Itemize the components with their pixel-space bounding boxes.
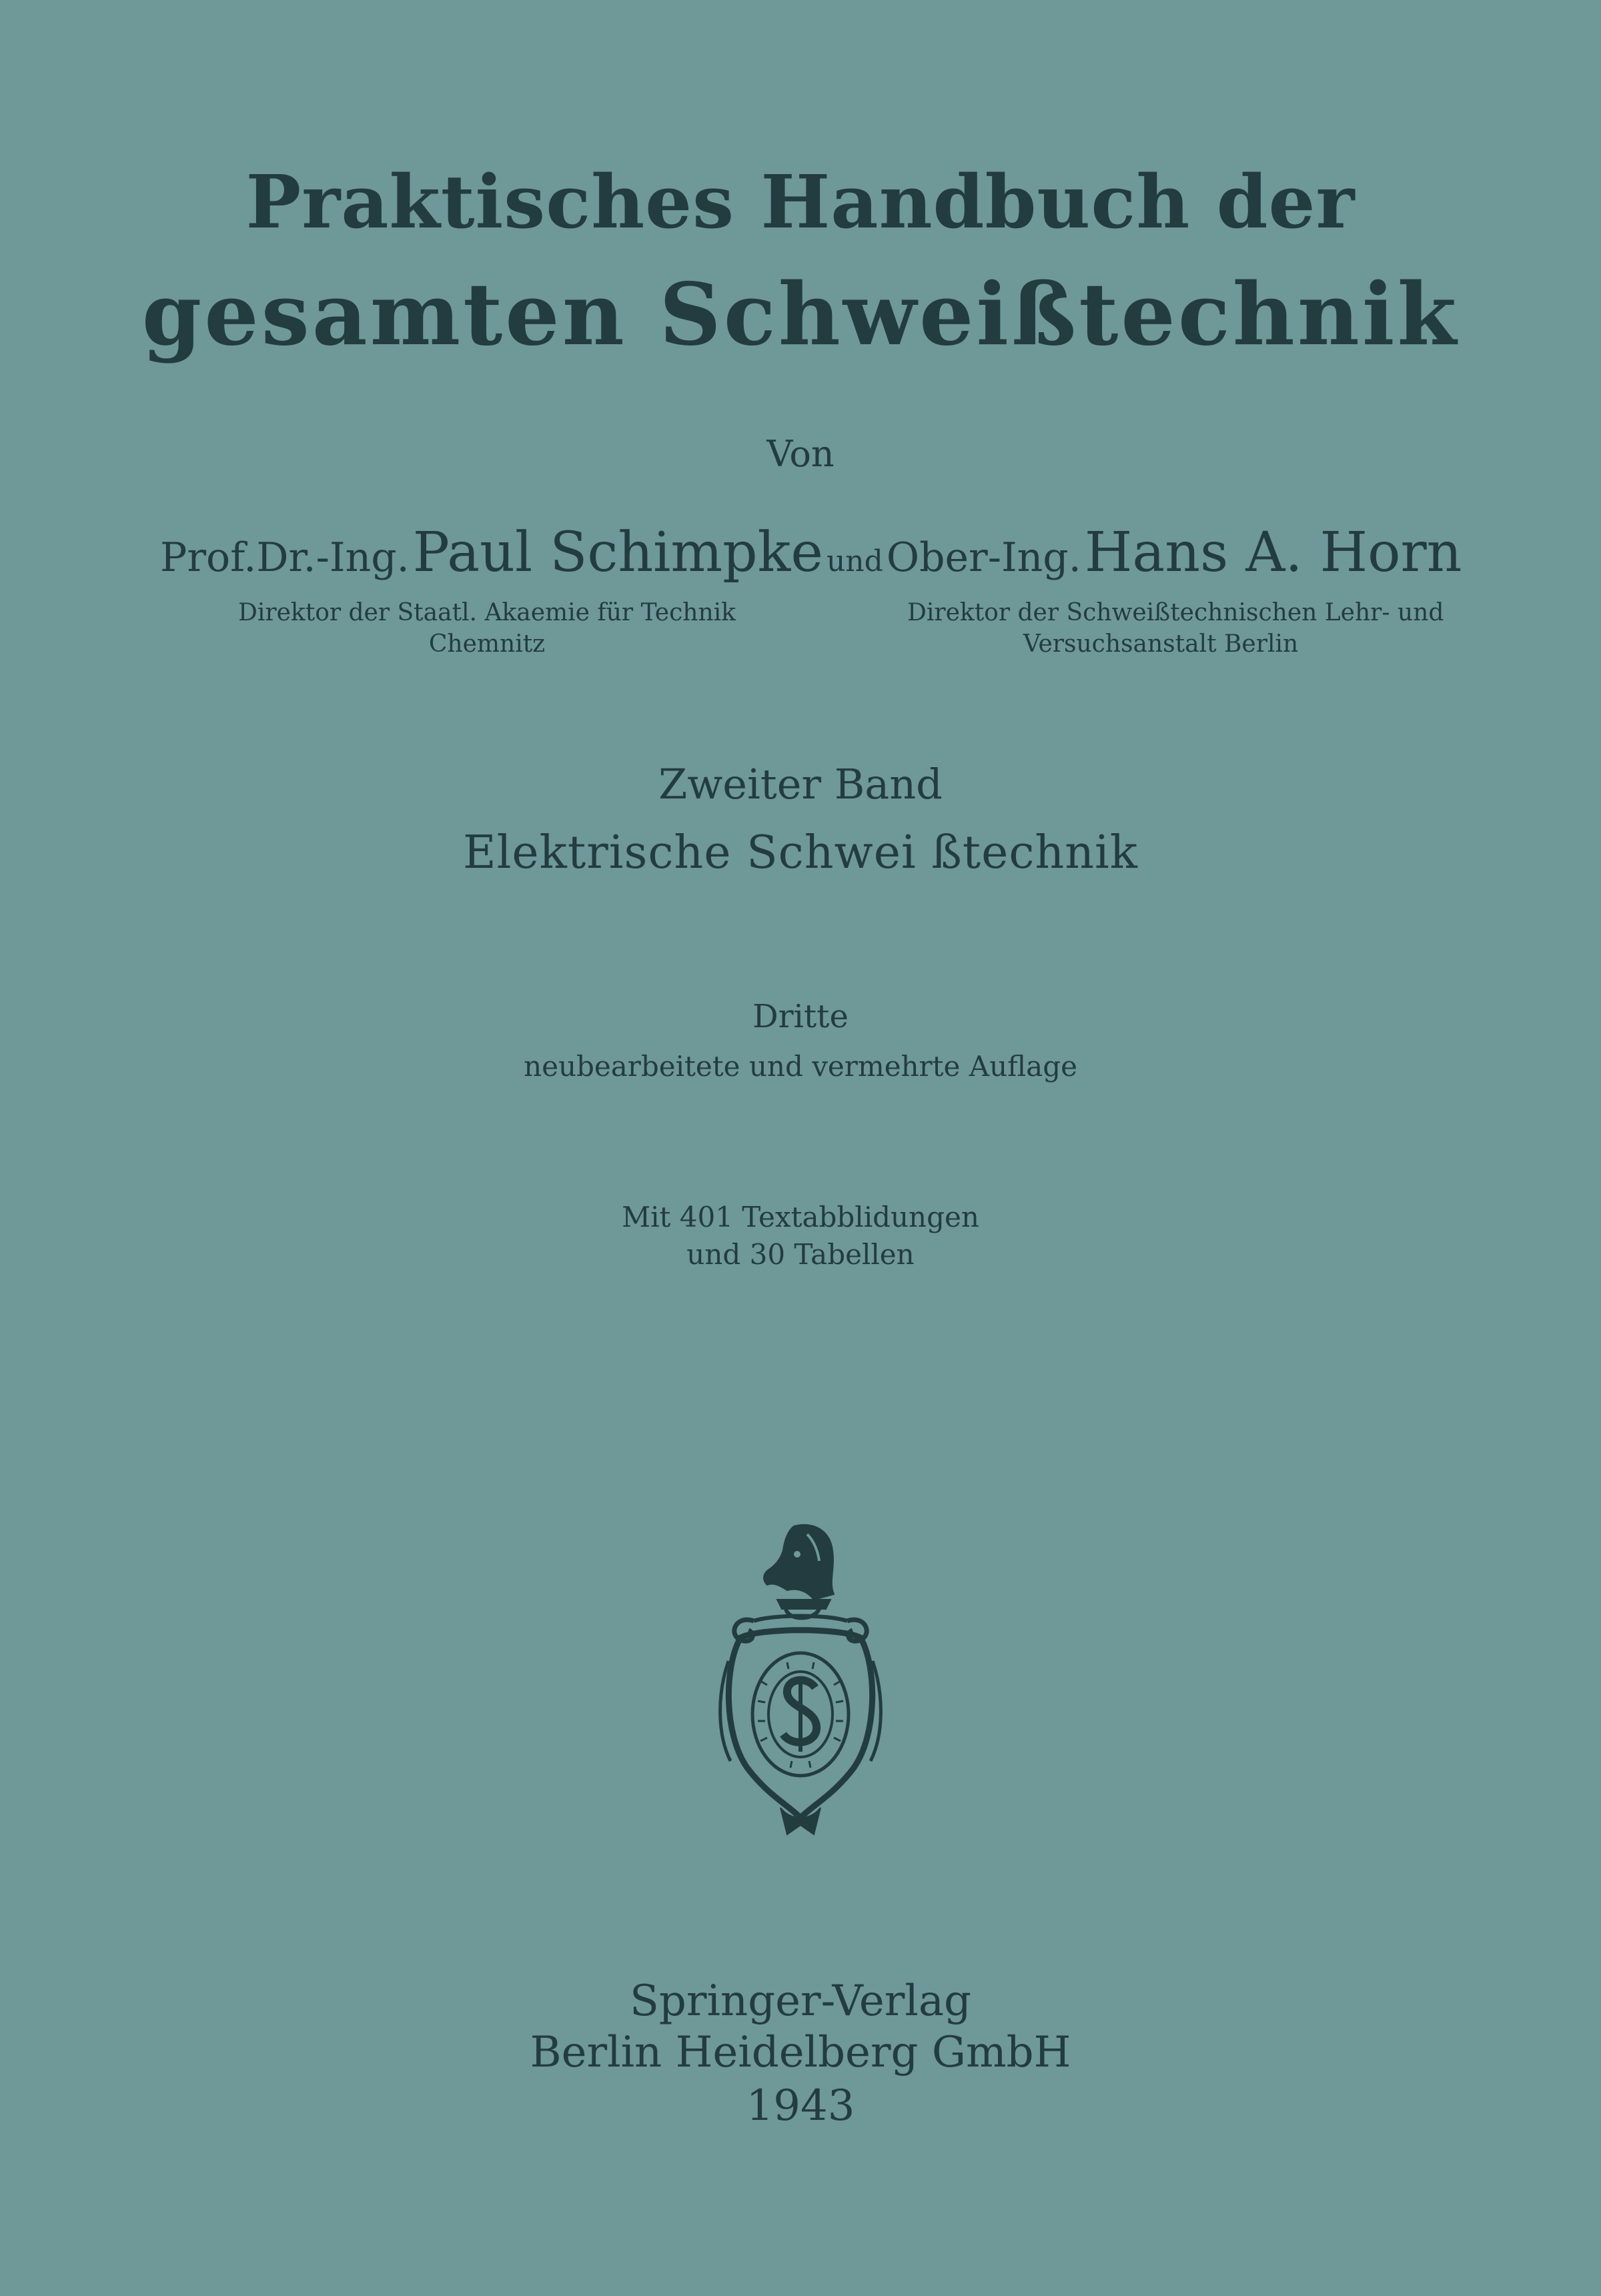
edition-number: Dritte (752, 998, 849, 1035)
springer-knight-emblem-icon (714, 1521, 887, 1841)
author2-name: Hans A. Horn (1084, 521, 1462, 584)
author1-name: Paul Schimpke (412, 521, 823, 584)
title-line-1: Praktisches Handbuch der (245, 159, 1356, 245)
authors-line (160, 521, 1462, 584)
author2-affiliation-line2: Versuchsanstalt Berlin (1023, 630, 1299, 658)
author1-affiliation-line2: Chemnitz (428, 630, 546, 658)
author2-affiliation-line1: Direktor der Schweißtechnischen Lehr- und (907, 599, 1444, 626)
title-line-2: gesamten Schweißtechnik (141, 265, 1460, 365)
illustrations-count: Mit 401 Textabblidungen (622, 1201, 979, 1233)
tables-count: und 30 Tabellen (686, 1238, 915, 1271)
volume-label: Zweiter Band (658, 760, 943, 808)
author2-affiliation (907, 598, 1444, 660)
publication-year: 1943 (746, 2081, 855, 2131)
publisher-location: Berlin Heidelberg GmbH (530, 2028, 1071, 2077)
author1-affiliation-line1: Direktor der Staatl. Akaemie für Technik (238, 599, 736, 626)
author1-affiliation (233, 598, 740, 660)
author2-prefix: Ober-Ing. (886, 534, 1081, 581)
and-label: und (826, 544, 883, 578)
by-label: Von (766, 433, 835, 475)
volume-subtitle: Elektrische Schwei ßtechnik (463, 826, 1138, 879)
edition-description: neubearbeitete und vermehrte Auflage (524, 1050, 1077, 1083)
publisher-name: Springer-Verlag (630, 1976, 971, 2026)
author1-prefix: Prof.Dr.-Ing. (160, 534, 410, 581)
